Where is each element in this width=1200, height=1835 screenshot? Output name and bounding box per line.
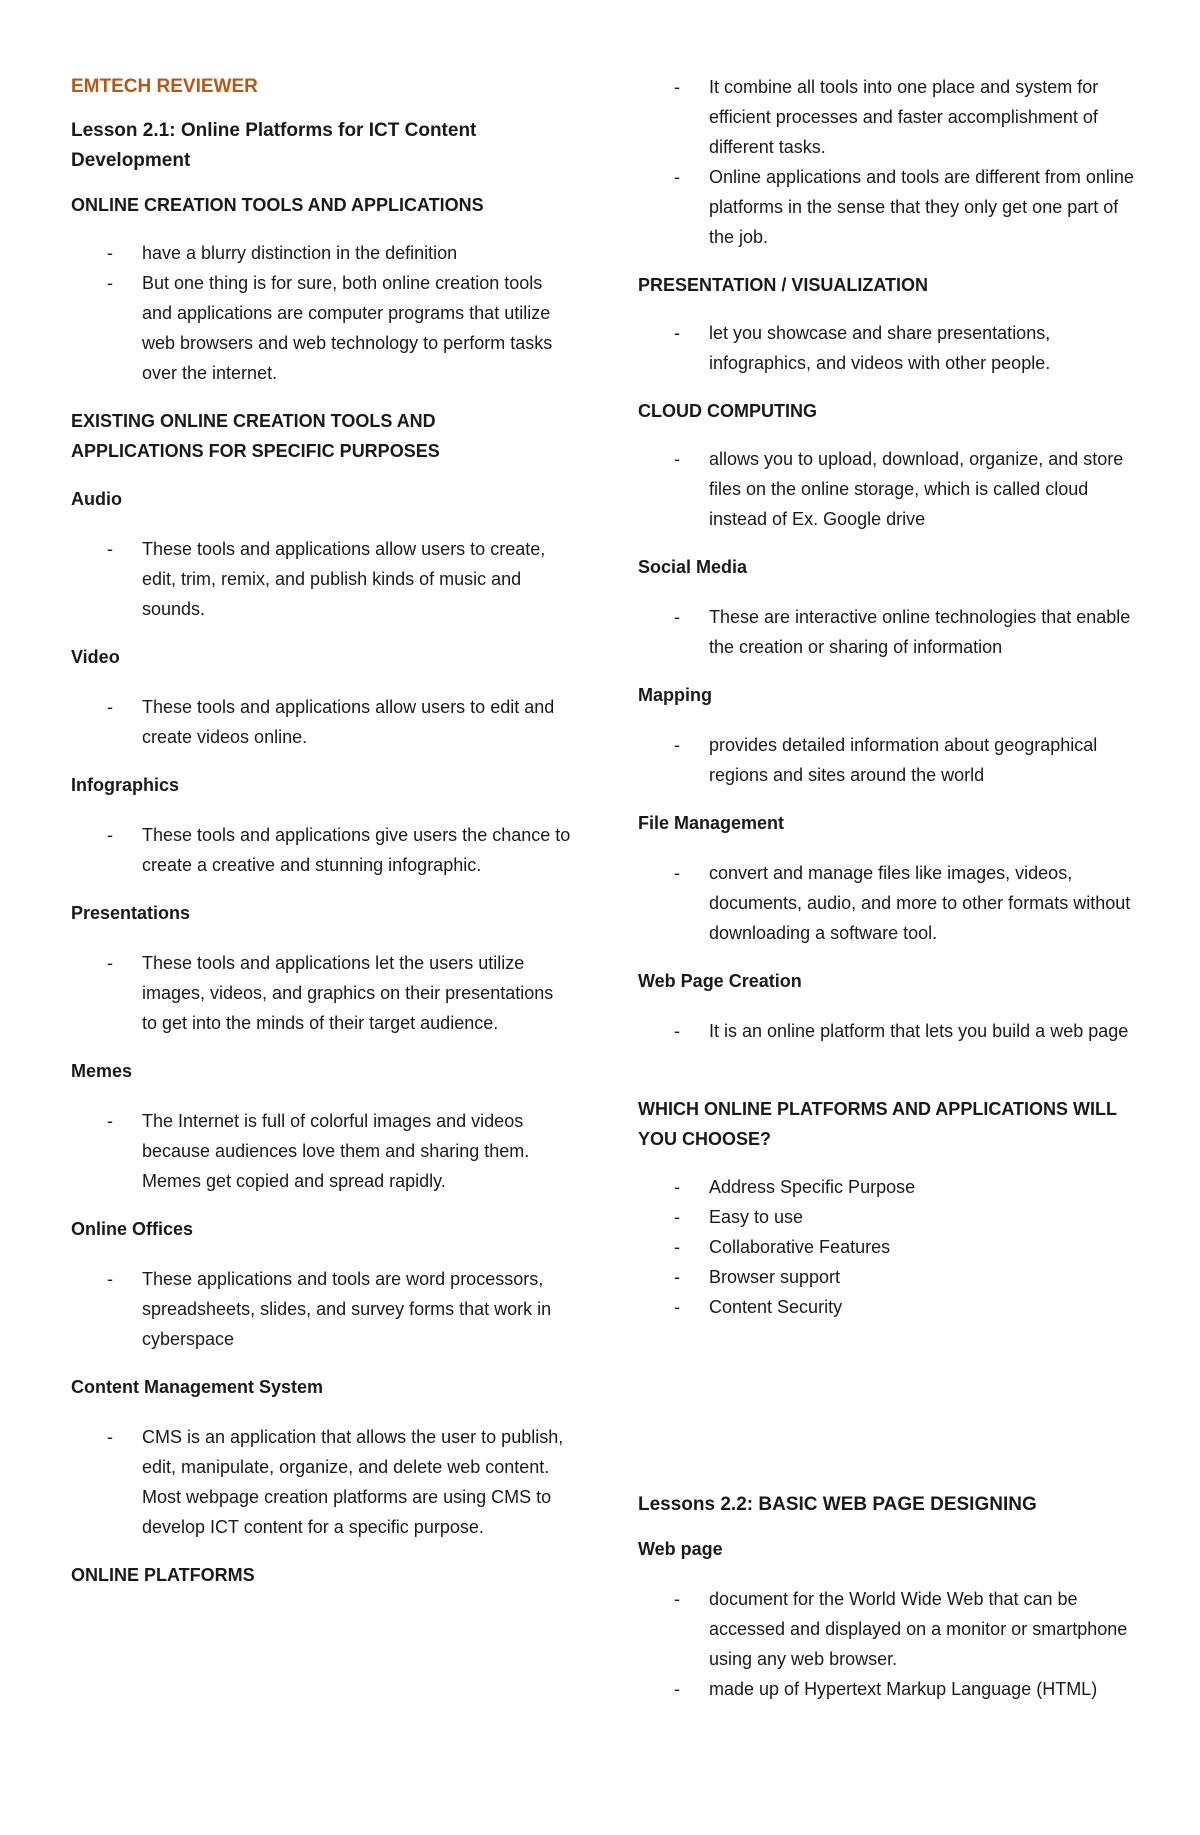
presentations-list (71, 948, 571, 1038)
infographics-list (71, 820, 571, 880)
social-media-list (638, 602, 1138, 662)
audio-heading: Audio (71, 489, 122, 509)
cms-list (71, 1422, 571, 1542)
web-page-creation-list (638, 1016, 1138, 1046)
cloud-computing-heading: CLOUD COMPUTING (638, 401, 817, 421)
list-item: - Browser support (638, 1262, 1138, 1292)
video-heading: Video (71, 647, 120, 667)
document-title: EMTECH REVIEWER (71, 76, 258, 97)
online-platforms-heading: ONLINE PLATFORMS (71, 1565, 255, 1585)
audio-list (71, 534, 571, 624)
online-offices-list (71, 1264, 571, 1354)
video-list (71, 692, 571, 752)
list-item: - Collaborative Features (638, 1232, 1138, 1262)
list-item: - Easy to use (638, 1202, 1138, 1232)
list-item: - provides detailed information about geographical regions and sites around the world (638, 730, 1138, 790)
list-item: - CMS is an application that allows the user to publish, edit, manipulate, organize, and delete web content. Most webpage creation platforms are using CMS to develop ICT content for a specific purpose. (71, 1422, 571, 1542)
mapping-heading: Mapping (638, 685, 712, 705)
cms-heading: Content Management System (71, 1377, 324, 1397)
list-item: - These tools and applications let the users utilize images, videos, and graphics on their presentations to get into the minds of their target audience. (71, 948, 571, 1038)
lesson-2-1-heading: Lesson 2.1: Online Platforms for ICT Content Development (71, 120, 477, 171)
web-page-creation-heading: Web Page Creation (638, 971, 802, 991)
list-item: - let you showcase and share presentations, infographics, and videos with other people. (638, 318, 1138, 378)
right-column (638, 72, 1138, 1722)
list-item: - But one thing is for sure, both online creation tools and applications are computer programs that utilize web browsers and web technology to perform tasks over the internet. (71, 268, 571, 388)
cloud-computing-list (638, 444, 1138, 534)
list-item: - These applications and tools are word processors, spreadsheets, slides, and survey forms that work in cyberspace (71, 1264, 571, 1354)
list-item: - These are interactive online technologies that enable the creation or sharing of information (638, 602, 1138, 662)
online-platforms-list (638, 72, 1138, 252)
list-item: - made up of Hypertext Markup Language (HTML) (638, 1674, 1138, 1704)
list-item: - have a blurry distinction in the definition (71, 238, 571, 268)
which-platforms-heading: WHICH ONLINE PLATFORMS AND APPLICATIONS WILL YOU CHOOSE? (638, 1099, 1117, 1149)
online-creation-heading: ONLINE CREATION TOOLS AND APPLICATIONS (71, 195, 484, 215)
list-item: - The Internet is full of colorful images and videos because audiences love them and sharing them. Memes get copied and spread rapidly. (71, 1106, 571, 1196)
list-item: - These tools and applications give users the chance to create a creative and stunning infographic. (71, 820, 571, 880)
infographics-heading: Infographics (71, 775, 180, 795)
which-platforms-list (638, 1172, 1138, 1322)
presentation-visualization-heading: PRESENTATION / VISUALIZATION (638, 275, 929, 295)
list-item: - These tools and applications allow users to create, edit, trim, remix, and publish kinds of music and sounds. (71, 534, 571, 624)
social-media-heading: Social Media (638, 557, 748, 577)
memes-heading: Memes (71, 1061, 133, 1081)
mapping-list (638, 730, 1138, 790)
presentations-heading: Presentations (71, 903, 191, 923)
online-creation-list (71, 238, 571, 388)
list-item: - Online applications and tools are different from online platforms in the sense that they only get one part of the job. (638, 162, 1138, 252)
list-item: - Address Specific Purpose (638, 1172, 1138, 1202)
file-management-heading: File Management (638, 813, 785, 833)
list-item: - It combine all tools into one place and system for efficient processes and faster accomplishment of different tasks. (638, 72, 1138, 162)
online-offices-heading: Online Offices (71, 1219, 194, 1239)
existing-tools-heading: EXISTING ONLINE CREATION TOOLS AND APPLICATIONS FOR SPECIFIC PURPOSES (71, 411, 440, 461)
file-management-list (638, 858, 1138, 948)
web-page-heading: Web page (638, 1539, 723, 1559)
list-item: - convert and manage files like images, videos, documents, audio, and more to other formats without downloading a software tool. (638, 858, 1138, 948)
spacer (638, 1340, 1138, 1490)
list-item: - These tools and applications allow users to edit and create videos online. (71, 692, 571, 752)
list-item: - document for the World Wide Web that can be accessed and displayed on a monitor or smartphone using any web browser. (638, 1584, 1138, 1674)
memes-list (71, 1106, 571, 1196)
list-item: - Content Security (638, 1292, 1138, 1322)
list-item: - It is an online platform that lets you build a web page (638, 1016, 1138, 1046)
presentation-visualization-list (638, 318, 1138, 378)
lesson-2-2-heading: Lessons 2.2: BASIC WEB PAGE DESIGNING (638, 1494, 1037, 1515)
left-column (71, 72, 571, 1608)
spacer (638, 1064, 1138, 1094)
list-item: - allows you to upload, download, organize, and store files on the online storage, which is called cloud instead of Ex. Google drive (638, 444, 1138, 534)
web-page-list (638, 1584, 1138, 1704)
